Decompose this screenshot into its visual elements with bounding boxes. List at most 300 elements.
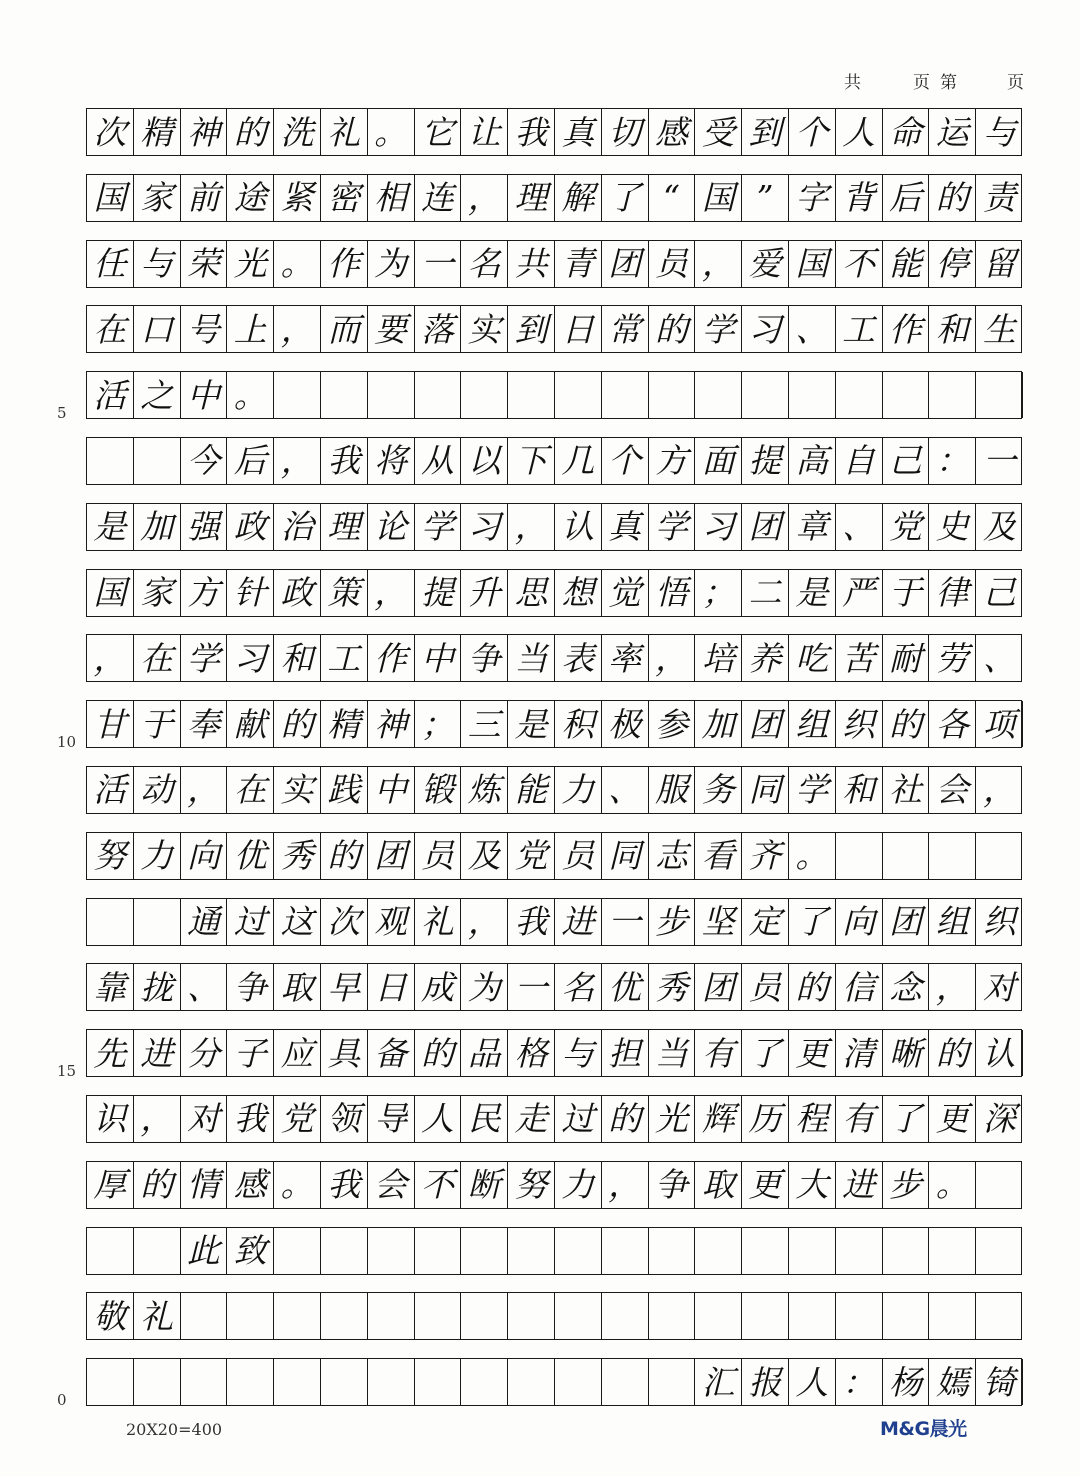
- grid-cell: 极: [602, 701, 649, 747]
- grid-cell: 习: [227, 635, 274, 681]
- grid-cell: 是: [508, 701, 555, 747]
- grid-cell: 有: [695, 1030, 742, 1076]
- grid-cell: 责: [983, 178, 1017, 218]
- grid-cell: 务: [695, 767, 742, 813]
- grid-cell: 深: [983, 1099, 1017, 1139]
- grid-cell: 它: [415, 109, 462, 155]
- grid-cell: 拢: [134, 964, 181, 1010]
- grid-cell: 分: [181, 1030, 228, 1076]
- grid-cell: 应: [274, 1030, 321, 1076]
- grid-cell: 为: [368, 241, 415, 287]
- grid-cell: 此: [181, 1228, 228, 1274]
- row-number: 5: [57, 404, 67, 423]
- grid-cell: 、: [983, 638, 1017, 678]
- grid-cell: 我: [508, 899, 555, 945]
- grid-cell: 政: [227, 504, 274, 550]
- grid-cell: 更: [929, 1096, 976, 1142]
- grid-cell: 敬: [87, 1293, 134, 1339]
- grid-row: [86, 1161, 1022, 1209]
- grid-cell: 了: [883, 1096, 930, 1142]
- grid-cell: [649, 1359, 696, 1405]
- grid-cell: 今: [181, 438, 228, 484]
- grid-cell: 与: [555, 1030, 602, 1076]
- grid-row: [86, 766, 1022, 814]
- grid-spec-label: 20X20=400: [126, 1420, 223, 1439]
- grid-cell: 实: [274, 767, 321, 813]
- grid-cell: 号: [181, 306, 228, 352]
- grid-cell: 团: [883, 899, 930, 945]
- grid-cell: 向: [181, 833, 228, 879]
- grid-cell: 中: [415, 635, 462, 681]
- grid-cell: 参: [649, 701, 696, 747]
- grid-cell: 党: [883, 504, 930, 550]
- grid-cell: 密: [321, 175, 368, 221]
- grid-cell: 奉: [181, 701, 228, 747]
- grid-cell: [134, 899, 181, 945]
- grid-cell: 家: [134, 175, 181, 221]
- grid-cell: [508, 372, 555, 418]
- grid-cell: 这: [274, 899, 321, 945]
- grid-cell: 学: [649, 504, 696, 550]
- grid-cell: [555, 372, 602, 418]
- grid-cell: 运: [929, 109, 976, 155]
- grid-cell: 能: [883, 241, 930, 287]
- grid-cell: [461, 1293, 508, 1339]
- grid-cell: 吃: [789, 635, 836, 681]
- grid-cell: 党: [274, 1096, 321, 1142]
- grid-cell: 备: [368, 1030, 415, 1076]
- grid-cell: 强: [181, 504, 228, 550]
- grid-cell: 组: [789, 701, 836, 747]
- grid-cell: 格: [508, 1030, 555, 1076]
- grid-cell: 我: [321, 438, 368, 484]
- grid-cell: 真: [555, 109, 602, 155]
- grid-cell: 要: [368, 306, 415, 352]
- grid-cell: 会: [929, 767, 976, 813]
- grid-cell: ，: [508, 504, 555, 550]
- grid-cell: [368, 372, 415, 418]
- grid-cell: 苦: [836, 635, 883, 681]
- grid-cell: 了: [789, 899, 836, 945]
- grid-cell: 荣: [181, 241, 228, 287]
- grid-cell: 团: [742, 504, 789, 550]
- header-page-label: 第: [940, 73, 957, 93]
- grid-cell: 国: [87, 175, 134, 221]
- grid-cell: 员: [649, 241, 696, 287]
- grid-cell: 作: [321, 241, 368, 287]
- grid-cell: 早: [321, 964, 368, 1010]
- grid-cell: 人: [415, 1096, 462, 1142]
- grid-cell: 动: [134, 767, 181, 813]
- grid-cell: 致: [227, 1228, 274, 1274]
- grid-cell: 和: [274, 635, 321, 681]
- grid-cell: 取: [274, 964, 321, 1010]
- grid-cell: ”: [742, 175, 789, 221]
- grid-cell: ：: [836, 1359, 883, 1405]
- grid-cell: 于: [134, 701, 181, 747]
- grid-cell: 取: [695, 1162, 742, 1208]
- grid-cell: 严: [836, 570, 883, 616]
- grid-cell: 生: [983, 309, 1017, 349]
- grid-row: [57, 700, 1022, 752]
- grid-cell: 在: [87, 306, 134, 352]
- grid-row: [86, 174, 1022, 222]
- grid-cell: 一: [415, 241, 462, 287]
- grid-cell: 学: [789, 767, 836, 813]
- grid-cell: 律: [929, 570, 976, 616]
- grid-cell: 上: [227, 306, 274, 352]
- grid-cell: [695, 1228, 742, 1274]
- grid-cell: 在: [134, 635, 181, 681]
- grid-cell: 到: [508, 306, 555, 352]
- grid-cell: 悟: [649, 570, 696, 616]
- page-header: [844, 68, 1024, 93]
- grid-cell: 章: [789, 504, 836, 550]
- grid-cell: [742, 1228, 789, 1274]
- grid-cell: 紧: [274, 175, 321, 221]
- grid-cell: [274, 372, 321, 418]
- grid-cell: 认: [976, 1030, 1023, 1076]
- grid-cell: 国: [87, 570, 134, 616]
- grid-cell: 个: [789, 109, 836, 155]
- grid-cell: 率: [602, 635, 649, 681]
- grid-cell: 过: [227, 899, 274, 945]
- grid-cell: 到: [742, 109, 789, 155]
- grid-cell: [87, 1228, 134, 1274]
- grid-cell: 炼: [461, 767, 508, 813]
- grid-cell: [415, 1359, 462, 1405]
- grid-cell: [274, 1359, 321, 1405]
- grid-cell: 家: [134, 570, 181, 616]
- grid-cell: 论: [368, 504, 415, 550]
- grid-cell: 锜: [976, 1359, 1023, 1405]
- grid-cell: 而: [321, 306, 368, 352]
- grid-cell: 连: [415, 175, 462, 221]
- grid-cell: 策: [321, 570, 368, 616]
- grid-cell: 不: [836, 241, 883, 287]
- grid-cell: 加: [134, 504, 181, 550]
- grid-cell: ，: [649, 635, 696, 681]
- grid-cell: 感: [649, 109, 696, 155]
- grid-cell: 工: [836, 306, 883, 352]
- grid-cell: 习: [742, 306, 789, 352]
- grid-cell: 嫣: [929, 1359, 976, 1405]
- grid-cell: 感: [227, 1162, 274, 1208]
- grid-cell: 三: [461, 701, 508, 747]
- grid-cell: 向: [836, 899, 883, 945]
- grid-cell: [929, 1228, 976, 1274]
- grid-cell: 次: [321, 899, 368, 945]
- grid-cell: ，: [929, 964, 976, 1010]
- grid-cell: 史: [929, 504, 976, 550]
- grid-cell: [929, 372, 976, 418]
- row-number: 0: [57, 1391, 67, 1410]
- grid-cell: 。: [789, 833, 836, 879]
- grid-cell: 齐: [742, 833, 789, 879]
- grid-cell: 领: [321, 1096, 368, 1142]
- grid-cell: 锻: [415, 767, 462, 813]
- grid-cell: 子: [227, 1030, 274, 1076]
- grid-cell: 清: [836, 1030, 883, 1076]
- grid-cell: 真: [602, 504, 649, 550]
- grid-cell: 争: [649, 1162, 696, 1208]
- grid-cell: [976, 833, 1023, 879]
- grid-cell: [649, 1293, 696, 1339]
- grid-cell: [181, 1293, 228, 1339]
- grid-cell: 与: [134, 241, 181, 287]
- grid-cell: [602, 1228, 649, 1274]
- grid-cell: 努: [87, 833, 134, 879]
- grid-cell: [929, 833, 976, 879]
- grid-cell: ，: [602, 1162, 649, 1208]
- grid-cell: 各: [929, 701, 976, 747]
- grid-cell: 培: [695, 635, 742, 681]
- grid-row: [86, 832, 1022, 880]
- grid-cell: 常: [602, 306, 649, 352]
- grid-cell: 同: [602, 833, 649, 879]
- grid-row: [86, 634, 1022, 682]
- grid-cell: 与: [983, 112, 1017, 152]
- grid-cell: [789, 1293, 836, 1339]
- header-total: 共: [844, 73, 861, 93]
- grid-cell: 过: [555, 1096, 602, 1142]
- grid-cell: 作: [883, 306, 930, 352]
- grid-cell: 厚: [87, 1162, 134, 1208]
- grid-cell: 更: [742, 1162, 789, 1208]
- grid-cell: ，: [134, 1096, 181, 1142]
- grid-cell: 礼: [415, 899, 462, 945]
- grid-cell: 进: [134, 1030, 181, 1076]
- grid-cell: [87, 899, 134, 945]
- grid-cell: [368, 1359, 415, 1405]
- grid-cell: 当: [508, 635, 555, 681]
- grid-cell: 精: [134, 109, 181, 155]
- grid-cell: 识: [87, 1096, 134, 1142]
- grid-cell: 表: [555, 635, 602, 681]
- grid-cell: 的: [415, 1030, 462, 1076]
- grid-cell: 停: [929, 241, 976, 287]
- grid-cell: 人: [836, 109, 883, 155]
- grid-cell: 的: [227, 109, 274, 155]
- grid-cell: [602, 1359, 649, 1405]
- grid-cell: 秀: [649, 964, 696, 1010]
- grid-cell: 精: [321, 701, 368, 747]
- grid-cell: [555, 1228, 602, 1274]
- grid-cell: 的: [883, 701, 930, 747]
- grid-cell: 人: [789, 1359, 836, 1405]
- grid-cell: ，: [461, 175, 508, 221]
- grid-cell: 中: [368, 767, 415, 813]
- grid-cell: 后: [883, 175, 930, 221]
- grid-cell: [836, 1293, 883, 1339]
- grid-cell: 口: [134, 306, 181, 352]
- grid-cell: 报: [742, 1359, 789, 1405]
- grid-cell: 落: [415, 306, 462, 352]
- grid-cell: 升: [461, 570, 508, 616]
- brand-logo: M&G晨光: [880, 1418, 967, 1440]
- grid-cell: 力: [555, 1162, 602, 1208]
- grid-cell: 员: [415, 833, 462, 879]
- grid-cell: 解: [555, 175, 602, 221]
- grid-row: [86, 437, 1022, 485]
- grid-cell: [976, 1162, 1023, 1208]
- grid-cell: 甘: [87, 701, 134, 747]
- grid-cell: [227, 1359, 274, 1405]
- grid-cell: 方: [649, 438, 696, 484]
- grid-cell: [883, 833, 930, 879]
- grid-cell: ，: [274, 306, 321, 352]
- grid-cell: 力: [555, 767, 602, 813]
- grid-cell: 践: [321, 767, 368, 813]
- grid-cell: [134, 1228, 181, 1274]
- grid-cell: 献: [227, 701, 274, 747]
- grid-cell: 切: [602, 109, 649, 155]
- grid-cell: 在: [227, 767, 274, 813]
- grid-row: [86, 898, 1022, 946]
- grid-cell: ，: [983, 770, 1017, 810]
- grid-cell: [602, 372, 649, 418]
- grid-cell: 一: [508, 964, 555, 1010]
- grid-cell: [789, 372, 836, 418]
- grid-cell: 观: [368, 899, 415, 945]
- grid-cell: [274, 1293, 321, 1339]
- grid-cell: 爱: [742, 241, 789, 287]
- grid-cell: 理: [508, 175, 555, 221]
- grid-cell: 受: [695, 109, 742, 155]
- grid-cell: 看: [695, 833, 742, 879]
- grid-cell: ；: [695, 570, 742, 616]
- writing-grid: [57, 108, 1022, 1424]
- grid-cell: 不: [415, 1162, 462, 1208]
- grid-cell: 将: [368, 438, 415, 484]
- grid-cell: [742, 1293, 789, 1339]
- grid-cell: 历: [742, 1096, 789, 1142]
- grid-cell: 、: [789, 306, 836, 352]
- grid-cell: 社: [883, 767, 930, 813]
- grid-cell: 的: [649, 306, 696, 352]
- grid-cell: 是: [87, 504, 134, 550]
- grid-cell: 党: [508, 833, 555, 879]
- grid-row: [86, 305, 1022, 353]
- grid-cell: 。: [368, 109, 415, 155]
- grid-cell: 步: [649, 899, 696, 945]
- grid-cell: 面: [695, 438, 742, 484]
- grid-cell: 习: [461, 504, 508, 550]
- grid-cell: 国: [789, 241, 836, 287]
- grid-cell: 劳: [929, 635, 976, 681]
- grid-cell: 后: [227, 438, 274, 484]
- grid-cell: 背: [836, 175, 883, 221]
- grid-cell: 想: [555, 570, 602, 616]
- grid-row: [86, 503, 1022, 551]
- grid-cell: [461, 1359, 508, 1405]
- grid-cell: 是: [789, 570, 836, 616]
- grid-cell: [508, 1228, 555, 1274]
- grid-cell: ，: [181, 767, 228, 813]
- grid-cell: 养: [742, 635, 789, 681]
- grid-cell: 品: [461, 1030, 508, 1076]
- grid-row: [86, 1095, 1022, 1143]
- grid-cell: 中: [181, 372, 228, 418]
- grid-cell: 光: [649, 1096, 696, 1142]
- grid-cell: 团: [742, 701, 789, 747]
- grid-cell: 及: [461, 833, 508, 879]
- grid-cell: 洗: [274, 109, 321, 155]
- grid-row: [86, 569, 1022, 617]
- grid-cell: ，: [695, 241, 742, 287]
- grid-cell: [321, 372, 368, 418]
- grid-cell: [321, 1293, 368, 1339]
- grid-cell: 作: [368, 635, 415, 681]
- grid-cell: 及: [983, 507, 1017, 547]
- grid-cell: 提: [742, 438, 789, 484]
- grid-cell: 争: [461, 635, 508, 681]
- grid-cell: [368, 1293, 415, 1339]
- grid-cell: 情: [181, 1162, 228, 1208]
- grid-cell: 团: [695, 964, 742, 1010]
- grid-cell: 、: [836, 504, 883, 550]
- grid-cell: [555, 1293, 602, 1339]
- grid-cell: 了: [742, 1030, 789, 1076]
- grid-cell: 导: [368, 1096, 415, 1142]
- grid-cell: [461, 372, 508, 418]
- grid-cell: 、: [602, 767, 649, 813]
- grid-cell: 对: [983, 967, 1017, 1007]
- grid-cell: 进: [836, 1162, 883, 1208]
- grid-cell: 断: [461, 1162, 508, 1208]
- grid-cell: [321, 1228, 368, 1274]
- grid-row: [57, 1029, 1022, 1081]
- grid-cell: 学: [695, 306, 742, 352]
- grid-cell: [134, 438, 181, 484]
- grid-cell: 走: [508, 1096, 555, 1142]
- grid-row: [86, 240, 1022, 288]
- grid-cell: 于: [883, 570, 930, 616]
- grid-cell: [883, 372, 930, 418]
- grid-cell: 项: [976, 701, 1023, 747]
- grid-cell: 程: [789, 1096, 836, 1142]
- grid-cell: 和: [929, 306, 976, 352]
- grid-cell: 辉: [695, 1096, 742, 1142]
- grid-cell: 以: [461, 438, 508, 484]
- grid-cell: 几: [555, 438, 602, 484]
- grid-cell: 努: [508, 1162, 555, 1208]
- grid-cell: 之: [134, 372, 181, 418]
- grid-cell: 工: [321, 635, 368, 681]
- grid-cell: 相: [368, 175, 415, 221]
- grid-cell: [227, 1293, 274, 1339]
- grid-cell: ，: [87, 635, 134, 681]
- grid-cell: 。: [929, 1162, 976, 1208]
- grid-cell: 礼: [321, 109, 368, 155]
- grid-cell: 国: [695, 175, 742, 221]
- grid-cell: [929, 1293, 976, 1339]
- grid-cell: 同: [742, 767, 789, 813]
- header-page-unit-2: 页: [1007, 73, 1024, 93]
- grid-cell: 力: [134, 833, 181, 879]
- grid-cell: [649, 1228, 696, 1274]
- grid-cell: [415, 1228, 462, 1274]
- grid-cell: [883, 1293, 930, 1339]
- grid-cell: 具: [321, 1030, 368, 1076]
- grid-cell: 秀: [274, 833, 321, 879]
- grid-cell: [976, 372, 1023, 418]
- grid-cell: 让: [461, 109, 508, 155]
- grid-cell: 定: [742, 899, 789, 945]
- grid-cell: 团: [368, 833, 415, 879]
- header-page-unit-1: 页: [913, 73, 930, 93]
- grid-cell: 的: [321, 833, 368, 879]
